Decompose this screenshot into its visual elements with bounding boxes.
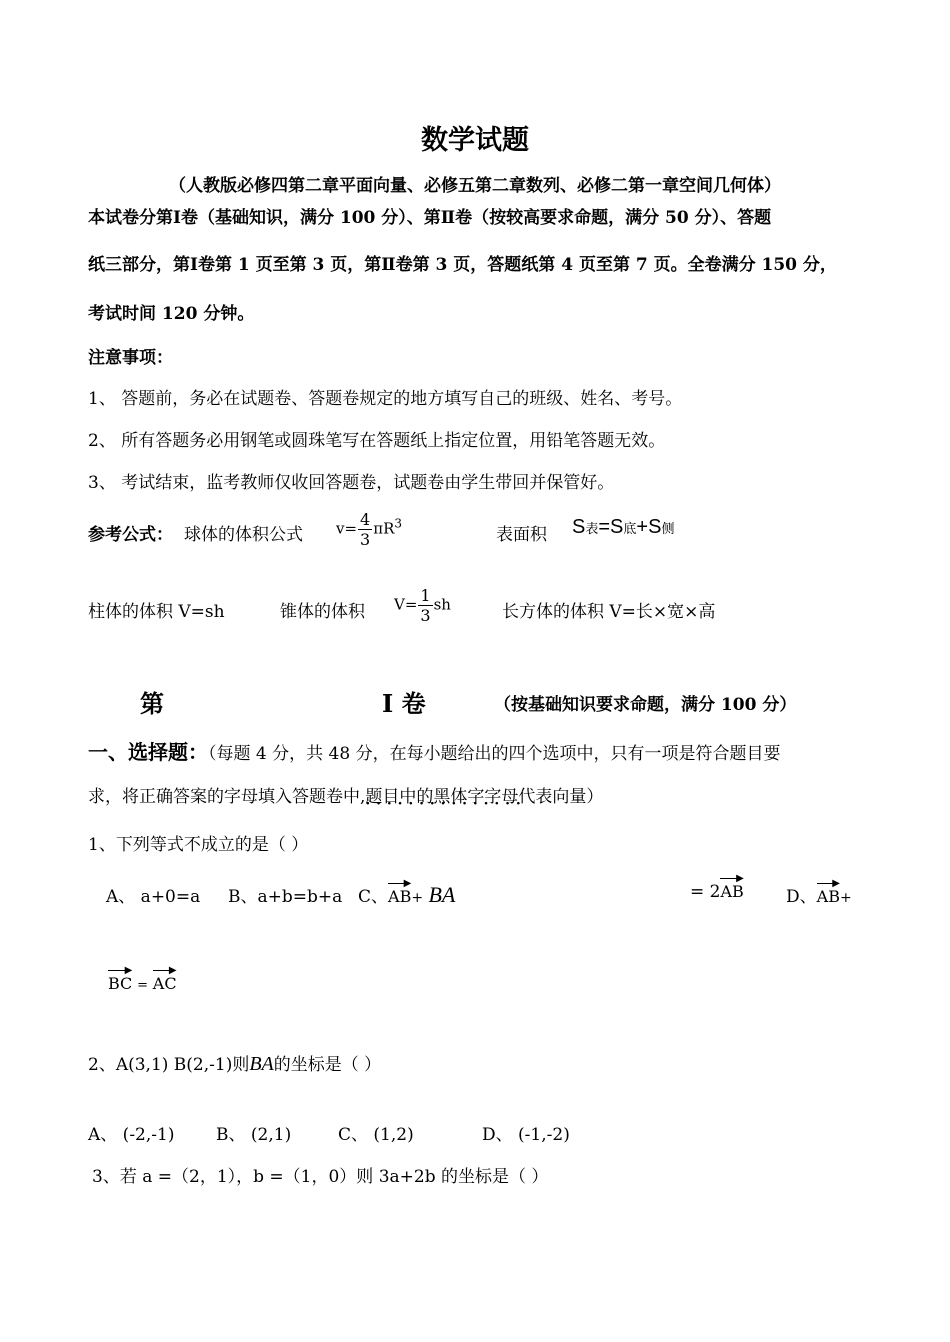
cone-den: 3 bbox=[420, 606, 431, 625]
vector-ab-2-label: AB bbox=[720, 882, 744, 901]
part1-heading-line bbox=[88, 736, 781, 765]
q1-c-plus: + bbox=[411, 890, 424, 906]
cone-prefix: V= bbox=[394, 595, 418, 614]
intro-line-1: 本试卷分第Ⅰ卷（基础知识，满分 100 分）、第Ⅱ卷（按较高要求命题，满分 50 分）、答题 bbox=[88, 208, 772, 228]
surface-sub1: 表 bbox=[585, 521, 599, 536]
cone-fraction bbox=[418, 586, 432, 625]
vector-ab: AB ▶ bbox=[388, 878, 412, 906]
q2-stem bbox=[88, 1050, 381, 1076]
vector-bc-label: BC bbox=[108, 974, 133, 993]
q1-option-c bbox=[358, 878, 456, 908]
section-heading-left: 第 bbox=[140, 689, 164, 718]
cone-num: 1 bbox=[420, 586, 431, 605]
q1-option-a: A、 a+0=a bbox=[106, 887, 201, 907]
part1-desc-line-2 bbox=[88, 782, 603, 807]
part1-desc-2c: ） bbox=[586, 787, 604, 807]
q2-option-b: B、 (2,1) bbox=[216, 1125, 292, 1145]
vector-ab-3-label: AB bbox=[816, 887, 840, 906]
intro-line-3: 考试时间 120 分钟。 bbox=[88, 304, 255, 324]
cone-suffix: sh bbox=[433, 595, 451, 614]
surface-sub2: 底 bbox=[623, 521, 637, 536]
q1-stem: 1、下列等式不成立的是（ ） bbox=[88, 835, 309, 855]
cone-volume-label: 锥体的体积 bbox=[280, 602, 365, 622]
subtitle: （人教版必修四第二章平面向量、必修五第二章数列、必修二第一章空间几何体） bbox=[169, 176, 781, 196]
cone-volume-formula bbox=[394, 586, 451, 625]
cuboid-volume: 长方体的体积 V=长×宽×高 bbox=[502, 602, 716, 622]
q1-option-b: B、a+b=b+a bbox=[228, 887, 343, 907]
sphere-suffix: πR bbox=[373, 519, 395, 538]
surface-s1: S bbox=[572, 516, 586, 538]
part1-desc-1: （每题 4 分，共 48 分，在每小题给出的四个选项中，只有一项是符合题目要 bbox=[208, 744, 781, 764]
section-heading-note: （按基础知识要求命题，满分 100 分） bbox=[494, 695, 797, 715]
part1-desc-2b-emphasis: 题目中的黑体字字母代表向量 · · · bbox=[365, 782, 586, 807]
q1-option-d-cont bbox=[108, 965, 177, 993]
q2-stem-a: 2、A(3,1) B(2,-1)则 bbox=[88, 1055, 250, 1075]
vector-ab-label: AB bbox=[388, 887, 412, 906]
sphere-exp: 3 bbox=[394, 516, 403, 531]
vector-ab-2: AB ▶ bbox=[720, 873, 744, 901]
surface-area-formula bbox=[572, 516, 674, 539]
note-item-2: 2、 所有答题务必用钢笔或圆珠笔写在答题纸上指定位置，用铅笔答题无效。 bbox=[88, 431, 666, 451]
page-title: 数学试题 bbox=[421, 125, 529, 156]
q1-d-eq: = bbox=[137, 978, 148, 993]
note-item-1: 1、 答题前，务必在试题卷、答题卷规定的地方填写自己的班级、姓名、考号。 bbox=[88, 389, 683, 409]
sphere-prefix: v= bbox=[336, 519, 358, 538]
q3-stem: 3、若 a =（2，1），b =（1，0）则 3a+2b 的坐标是（ ） bbox=[92, 1167, 549, 1187]
formula-label: 参考公式： bbox=[88, 525, 173, 545]
vector-bc: BC ▶ bbox=[108, 965, 133, 993]
surface-eq: =S bbox=[598, 516, 624, 538]
q1-option-d bbox=[786, 878, 852, 907]
vector-ac: AC ▶ bbox=[152, 965, 177, 993]
notes-heading: 注意事项： bbox=[88, 348, 173, 368]
sphere-fraction bbox=[358, 510, 372, 549]
surface-area-label: 表面积 bbox=[496, 525, 547, 545]
q1-c-prefix: C、 bbox=[358, 887, 389, 907]
cylinder-volume: 柱体的体积 V=sh bbox=[88, 602, 225, 622]
vector-ac-label: AC bbox=[152, 974, 177, 993]
part1-heading: 一、选择题： bbox=[88, 740, 208, 764]
q2-stem-b: 的坐标是（ ） bbox=[273, 1055, 382, 1075]
q2-option-a: A、 (-2,-1) bbox=[88, 1125, 175, 1145]
part1-desc-2a: 求，将正确答案的字母填入答题卷中, bbox=[88, 787, 366, 807]
q2-option-d: D、 (-1,-2) bbox=[482, 1125, 570, 1145]
q2-option-c: C、 (1,2) bbox=[338, 1125, 414, 1145]
vector-ab-3: AB ▶ bbox=[816, 878, 840, 906]
intro-line-2: 纸三部分，第Ⅰ卷第 1 页至第 3 页，第Ⅱ卷第 3 页，答题纸第 4 页至第 7 页。全卷满分 150 分， bbox=[88, 255, 837, 275]
surface-sub3: 侧 bbox=[661, 521, 675, 536]
note-item-3: 3、 考试结束，监考教师仅收回答题卷，试题卷由学生带回并保管好。 bbox=[88, 473, 615, 493]
sphere-den: 3 bbox=[360, 530, 371, 549]
q1-d-plus: + bbox=[839, 890, 852, 906]
sphere-volume-formula bbox=[336, 510, 402, 549]
q2-stem-ba: BA bbox=[249, 1053, 274, 1075]
q1-c-eq2: = 2 bbox=[690, 882, 721, 902]
surface-plus: +S bbox=[636, 516, 662, 538]
q1-d-prefix: D、 bbox=[786, 887, 817, 907]
sphere-num: 4 bbox=[360, 510, 371, 529]
sphere-volume-label: 球体的体积公式 bbox=[184, 525, 303, 545]
q1-c-rhs bbox=[690, 873, 744, 902]
section-heading-middle: Ⅰ 卷 bbox=[382, 689, 426, 718]
q1-c-ba: BA bbox=[428, 882, 456, 907]
